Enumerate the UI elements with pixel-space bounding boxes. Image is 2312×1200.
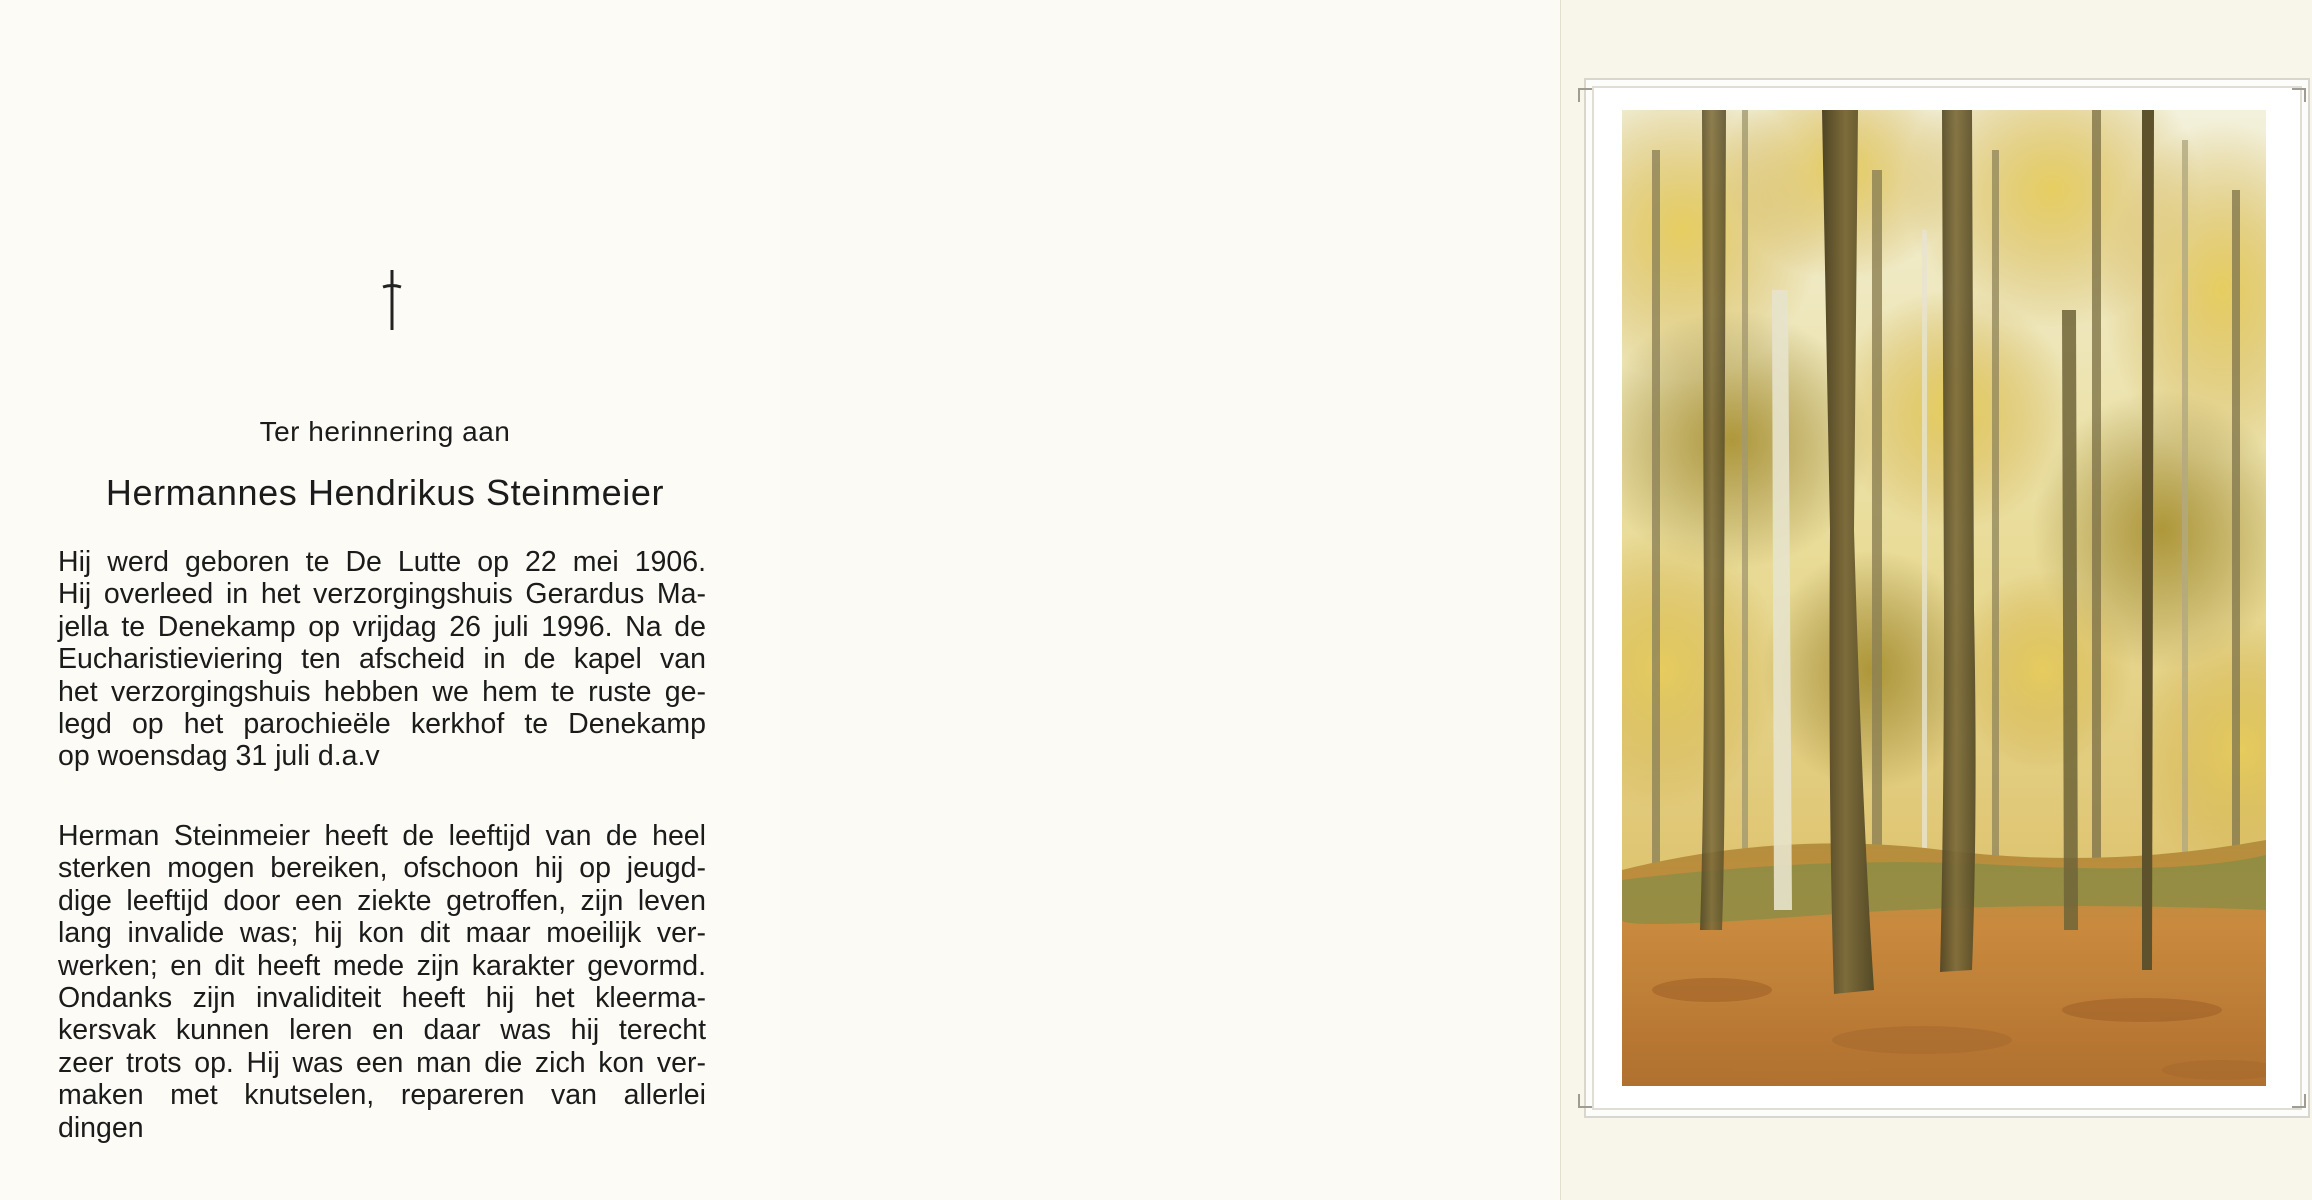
life-description-paragraph — [58, 820, 706, 1144]
text-line: op woensdag 31 juli d.a.v — [58, 740, 380, 773]
biography-paragraph — [58, 546, 706, 773]
intro-text: Ter herinnering aan — [259, 416, 511, 447]
text-line: het verzorgingshuis hebben we hem te ruste ge- — [58, 675, 706, 708]
text-line: kersvak kunnen leren en daar was hij terecht — [58, 1014, 706, 1047]
frame-corner-decoration — [2292, 1094, 2306, 1108]
text-line: zeer trots op. Hij was een man die zich kon ver- — [58, 1046, 706, 1079]
text-line: lang invalide was; hij kon dit maar moeilijk ver- — [58, 917, 706, 950]
text-line: Ondanks zijn invaliditeit heeft hij het kleerma- — [58, 982, 706, 1015]
deceased-name: Hermannes Hendrikus Steinmeier — [105, 472, 665, 513]
frame-corner-decoration — [2292, 88, 2306, 102]
autumn-forest-photo — [1622, 110, 2266, 1086]
text-line: legd op het parochieële kerkhof te Denekamp — [58, 708, 706, 741]
text-line: maken met knutselen, repareren van allerlei — [58, 1079, 706, 1112]
frame-corner-decoration — [1578, 1094, 1592, 1108]
card-middle-panel — [780, 0, 1560, 1200]
forest-svg — [1622, 110, 2266, 1086]
text-line: jella te Denekamp op vrijdag 26 juli 1996. Na de — [58, 610, 706, 643]
text-line: sterken mogen bereiken, ofschoon hij op jeugd- — [58, 852, 706, 885]
text-line: Eucharistieviering ten afscheid in de kapel van — [58, 643, 706, 676]
text-line: Hij werd geboren te De Lutte op 22 mei 1906. — [58, 546, 706, 578]
text-line: dige leeftijd door een ziekte getroffen, zijn leven — [58, 884, 706, 917]
text-line: Hij overleed in het verzorgingshuis Gerardus Ma- — [58, 578, 706, 611]
card-left-panel — [0, 0, 780, 1200]
text-line: werken; en dit heeft mede zijn karakter gevormd. — [58, 949, 706, 982]
text-line: dingen — [58, 1111, 144, 1144]
cross-icon — [380, 268, 404, 332]
text-line: Herman Steinmeier heeft de leeftijd van de heel — [58, 820, 706, 852]
frame-corner-decoration — [1578, 88, 1592, 102]
